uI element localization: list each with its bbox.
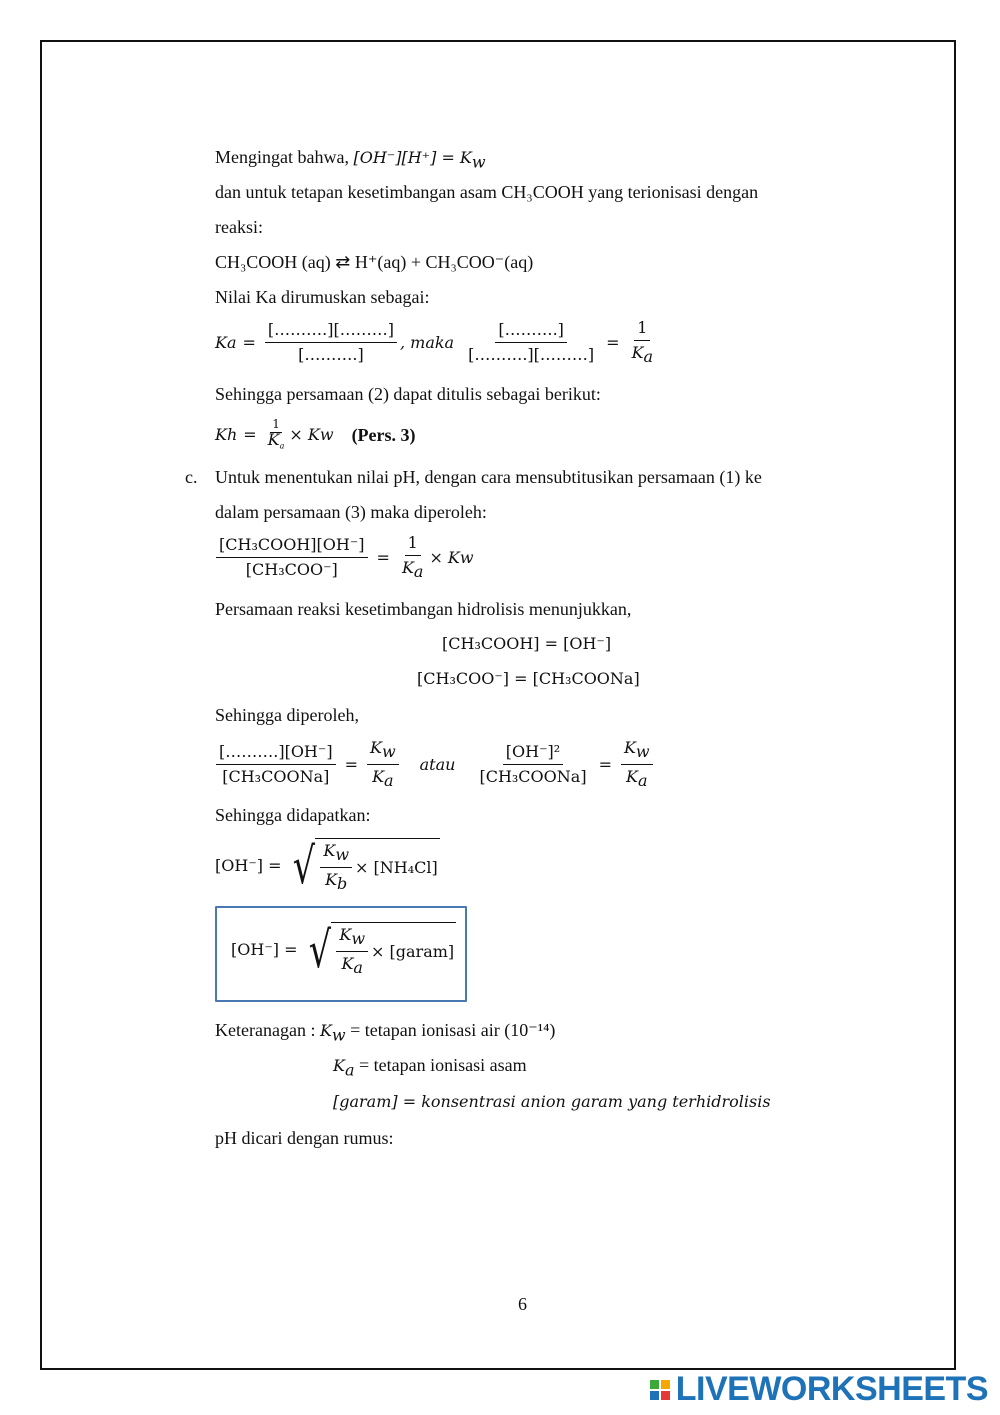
substitution-equation: $\frac{\text{[CH₃COOH][OH⁻]}}{\text{[CH₃COO⁻]}}$ = $\frac{1}{K_a}$ × K w bbox=[213, 533, 474, 582]
line-sehingga-diperoleh: Sehingga diperoleh, bbox=[215, 705, 359, 725]
equality-1: [CH₃COOH] = [OH⁻] bbox=[442, 634, 612, 653]
list-marker-c: c. bbox=[185, 467, 198, 487]
line-tetapan: dan untuk tetapan kesetimbangan asam CH₃COOH yang terionisasi dengan bbox=[215, 182, 759, 202]
ka-equation: K a = $\frac{[\dots\dots\dots.][\dots\dots\dots]}{[\dots\dots\dots.]}$ , maka $\frac{[\dots\dots\dots.]}{[\dots\dots\dots.][\dots\dots\dots]}$ = $\frac{1}{K_a}$ bbox=[215, 318, 659, 367]
ka-fraction-1 bbox=[265, 320, 397, 365]
ka-blank-denominator-2[interactable]: [……….][………] bbox=[468, 345, 595, 365]
sqrt-equation-kb: [OH⁻] = √ $\frac{K_w}{K_b}$ × [NH₄Cl] bbox=[215, 837, 438, 895]
line-ph-dicari: pH dicari dengan rumus: bbox=[215, 1128, 394, 1148]
line-dalam-persamaan: dalam persamaan (3) maka diperoleh: bbox=[215, 502, 487, 522]
liveworksheets-logo bbox=[650, 1370, 988, 1409]
ka-fraction-3: $\frac{1}{K_a}$ bbox=[631, 318, 654, 367]
ka-blank-numerator-2[interactable]: [……….] bbox=[495, 320, 567, 343]
ka-fraction-2 bbox=[465, 320, 597, 365]
boxed-formula: [OH⁻] = √ $\frac{K_w}{K_a}$ × [garam] bbox=[231, 921, 455, 979]
logo-mark-icon bbox=[650, 1380, 670, 1400]
page-border bbox=[40, 40, 956, 1370]
kh-equation: K h = $\frac{1}{K_a}$ × K w (Pers. 3) bbox=[215, 417, 416, 451]
equality-2: [CH₃COO⁻] = [CH₃COONa] bbox=[417, 669, 640, 688]
line-persamaan-reaksi: Persamaan reaksi kesetimbangan hidrolisis menunjukkan, bbox=[215, 599, 632, 619]
keterangan-kw: Keteranagan : $K_w$ = tetapan ionisasi air (10⁻¹⁴) bbox=[215, 1020, 556, 1045]
ka-blank-numerator[interactable]: [……….][………] bbox=[265, 320, 397, 343]
keterangan-garam: [garam] = konsentrasi anion garam yang terhidrolisis bbox=[333, 1092, 771, 1111]
ka-blank-denominator[interactable]: [……….] bbox=[298, 345, 364, 365]
page-number: 6 bbox=[518, 1294, 527, 1314]
line-sehingga-didapatkan: Sehingga didapatkan: bbox=[215, 805, 371, 825]
oh-blank[interactable]: [……….][OH⁻] bbox=[216, 742, 336, 765]
line-sehingga-persamaan: Sehingga persamaan (2) dapat ditulis sebagai berikut: bbox=[215, 384, 601, 404]
line-nilai-ka: Nilai Ka dirumuskan sebagai: bbox=[215, 287, 430, 307]
logo-text: LIVEWORKSHEETS bbox=[675, 1370, 988, 1408]
keterangan-ka: $K_a$ = tetapan ionisasi asam bbox=[333, 1055, 527, 1080]
line-mengingat: Mengingat bahwa, $[OH^-][H^+] = K_w$ bbox=[215, 147, 486, 172]
oh-equation: $\frac{[\dots\dots\dots.][OH^-]}{\text{[CH₃COONa]}}$ = $\frac{K_w}{K_a}$ atau $\frac{\text{[OH⁻]²}}{\text{[CH₃COONa]}}$ = $\frac{K_w}{K_a}$ bbox=[213, 738, 656, 791]
line-reaksi: reaksi: bbox=[215, 217, 263, 237]
reaction-equation: CH₃COOH (aq) ⇄ H⁺(aq) + CH₃COO⁻(aq) bbox=[215, 252, 534, 272]
line-untuk-menentukan: Untuk menentukan nilai pH, dengan cara mensubtitusikan persamaan (1) ke bbox=[215, 467, 762, 487]
pers-3-label: (Pers. 3) bbox=[351, 425, 416, 446]
